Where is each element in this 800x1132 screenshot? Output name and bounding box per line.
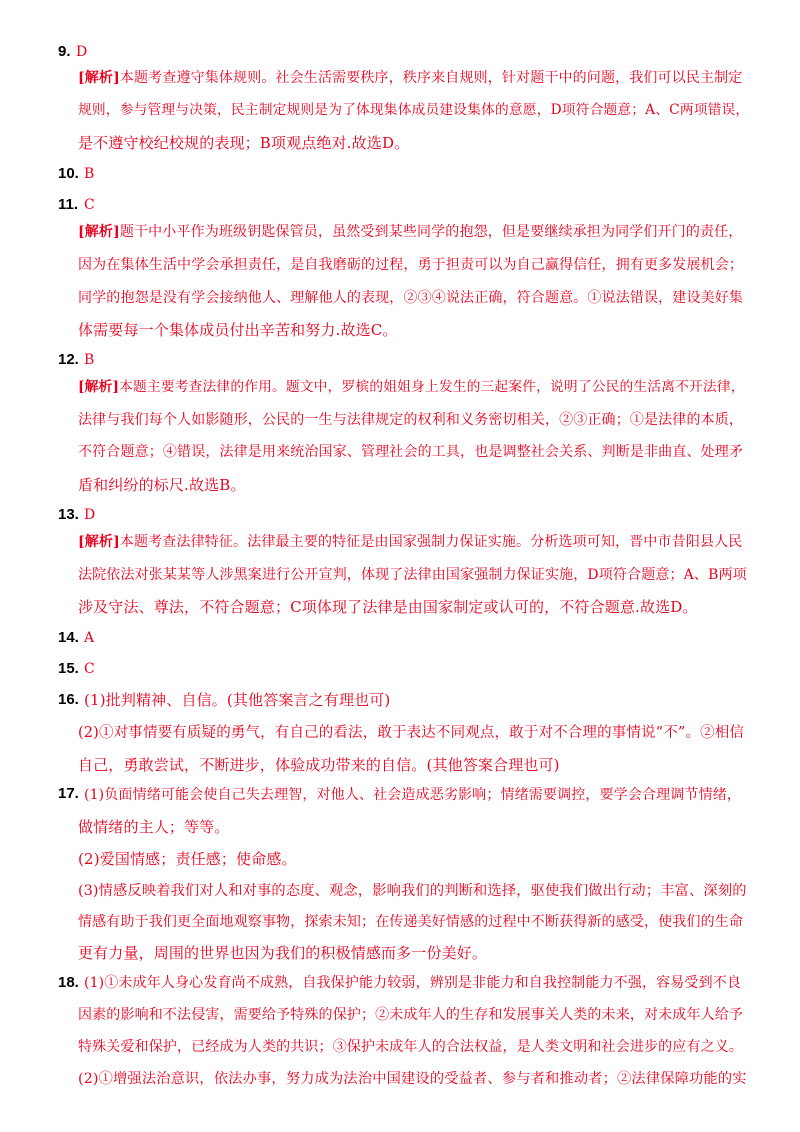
analysis-line: 法院依法对张某某等人涉黑案进行公开宣判，体现了法律由国家强制力保证实施，D项符合题意；A、B两项 — [78, 567, 747, 583]
answer-choice: C — [84, 197, 95, 213]
analysis-text: 本题考查法律特征。法律最主要的特征是由国家强制力保证实施。分析选项可知，晋中市昔阳县人民 — [119, 534, 743, 550]
question-number: 17. — [58, 785, 79, 802]
question-number: 10. — [58, 165, 79, 182]
answer-line: (3)情感反映着我们对人和对事的态度、观念，影响我们的判断和选择，驱使我们做出行动；丰富、深刻的 — [78, 883, 747, 899]
question-number: 11. — [58, 196, 79, 213]
answer-choice: A — [84, 630, 95, 646]
analysis-line: 同学的抱怨是没有学会接纳他人、理解他人的表现，②③④说法正确，符合题意。①说法错误，建设美好集 — [78, 290, 744, 306]
analysis-text: 题干中小平作为班级钥匙保管员，虽然受到某些同学的抱怨，但是要继续承担为同学们开门的责任， — [119, 224, 743, 240]
answer-choice: B — [84, 166, 95, 182]
analysis-line — [78, 222, 742, 242]
answer-line: (1)负面情绪可能会使自己失去理智，对他人、社会造成恶劣影响；情绪需要调控，要学会合理调节情绪， — [84, 787, 742, 803]
analysis-tag: [解析] — [78, 379, 120, 395]
analysis-line: 规则，参与管理与决策，民主制定规则是为了体现集体成员建设集体的意愿，D项符合题意；A、C两项错误， — [78, 102, 750, 118]
answer-line: (2)①对事情要有质疑的勇气，有自己的看法，敢于表达不同观点，敢于对不合理的事情说“不”。②相信 — [78, 725, 745, 741]
answer-choice: C — [84, 661, 95, 677]
answer-line: (1)批判精神、自信。(其他答案言之有理也可) — [84, 691, 391, 709]
analysis-tag: [解析] — [78, 534, 120, 550]
answer-line: 自己，勇敢尝试，不断进步，体验成功带来的自信。(其他答案合理也可) — [78, 756, 560, 774]
question-number: 16. — [58, 691, 79, 708]
analysis-line: 是不遵守校纪校规的表现；B项观点绝对.故选D。 — [78, 134, 410, 152]
answer-choice: D — [76, 44, 88, 60]
analysis-line: 不符合题意；④错误，法律是用来统治国家、管理社会的工具，也是调整社会关系、判断是非曲直、处理矛 — [78, 444, 744, 460]
analysis-line — [78, 68, 742, 88]
answer-line: 更有力量，周围的世界也因为我们的积极情感而多一份美好。 — [78, 944, 488, 962]
answer-line: 因素的影响和不法侵害，需要给予特殊的保护；②未成年人的生存和发展事关人类的未来，对未成年人给予 — [78, 1007, 744, 1023]
question-number: 9. — [58, 43, 71, 60]
analysis-line: 盾和纠纷的标尺.故选B。 — [78, 476, 246, 494]
analysis-line: 因为在集体生活中学会承担责任，是自我磨砺的过程，勇于担责可以为自己赢得信任，拥有更多发展机会； — [78, 257, 744, 273]
analysis-line: 法律与我们每个人如影随形，公民的一生与法律规定的权利和义务密切相关，②③正确；①是法律的本质， — [78, 412, 744, 428]
analysis-text: 本题主要考查法律的作用。题文中，罗槟的姐姐身上发生的三起案件，说明了公民的生活离不开法律， — [119, 379, 745, 395]
analysis-line — [78, 532, 742, 552]
answer-line: 特殊关爱和保护，已经成为人类的共识；③保护未成年人的合法权益，是人类文明和社会进步的应有之义。 — [78, 1039, 744, 1055]
analysis-line — [78, 377, 745, 397]
answer-choice: B — [84, 352, 95, 368]
question-number: 12. — [58, 351, 79, 368]
answer-line: (2)①增强法治意识，依法办事，努力成为法治中国建设的受益者、参与者和推动者；②法律保障功能的实 — [78, 1071, 747, 1087]
answer-line: (2)爱国情感；责任感；使命感。 — [78, 850, 297, 868]
analysis-line: 涉及守法、尊法，不符合题意；C项体现了法律是由国家制定或认可的，不符合题意.故选D。 — [78, 598, 698, 616]
question-number: 14. — [58, 629, 79, 646]
analysis-line: 体需要每一个集体成员付出辛苦和努力.故选C。 — [78, 321, 398, 339]
analysis-tag: [解析] — [78, 224, 120, 240]
question-number: 15. — [58, 660, 79, 677]
analysis-tag: [解析] — [78, 70, 120, 86]
question-number: 18. — [58, 974, 79, 991]
analysis-text: 本题考查遵守集体规则。社会生活需要秩序，秩序来自规则，针对题干中的问题，我们可以民主制定 — [119, 70, 743, 86]
answer-choice: D — [84, 507, 96, 523]
answer-line: 情感有助于我们更全面地观察事物，探索未知；在传递美好情感的过程中不断获得新的感受，使我们的生命 — [78, 914, 744, 930]
answer-line: (1)①未成年人身心发育尚不成熟，自我保护能力较弱，辨别是非能力和自我控制能力不强，容易受到不良 — [84, 975, 742, 991]
question-number: 13. — [58, 506, 79, 523]
answer-line: 做情绪的主人；等等。 — [78, 818, 230, 836]
